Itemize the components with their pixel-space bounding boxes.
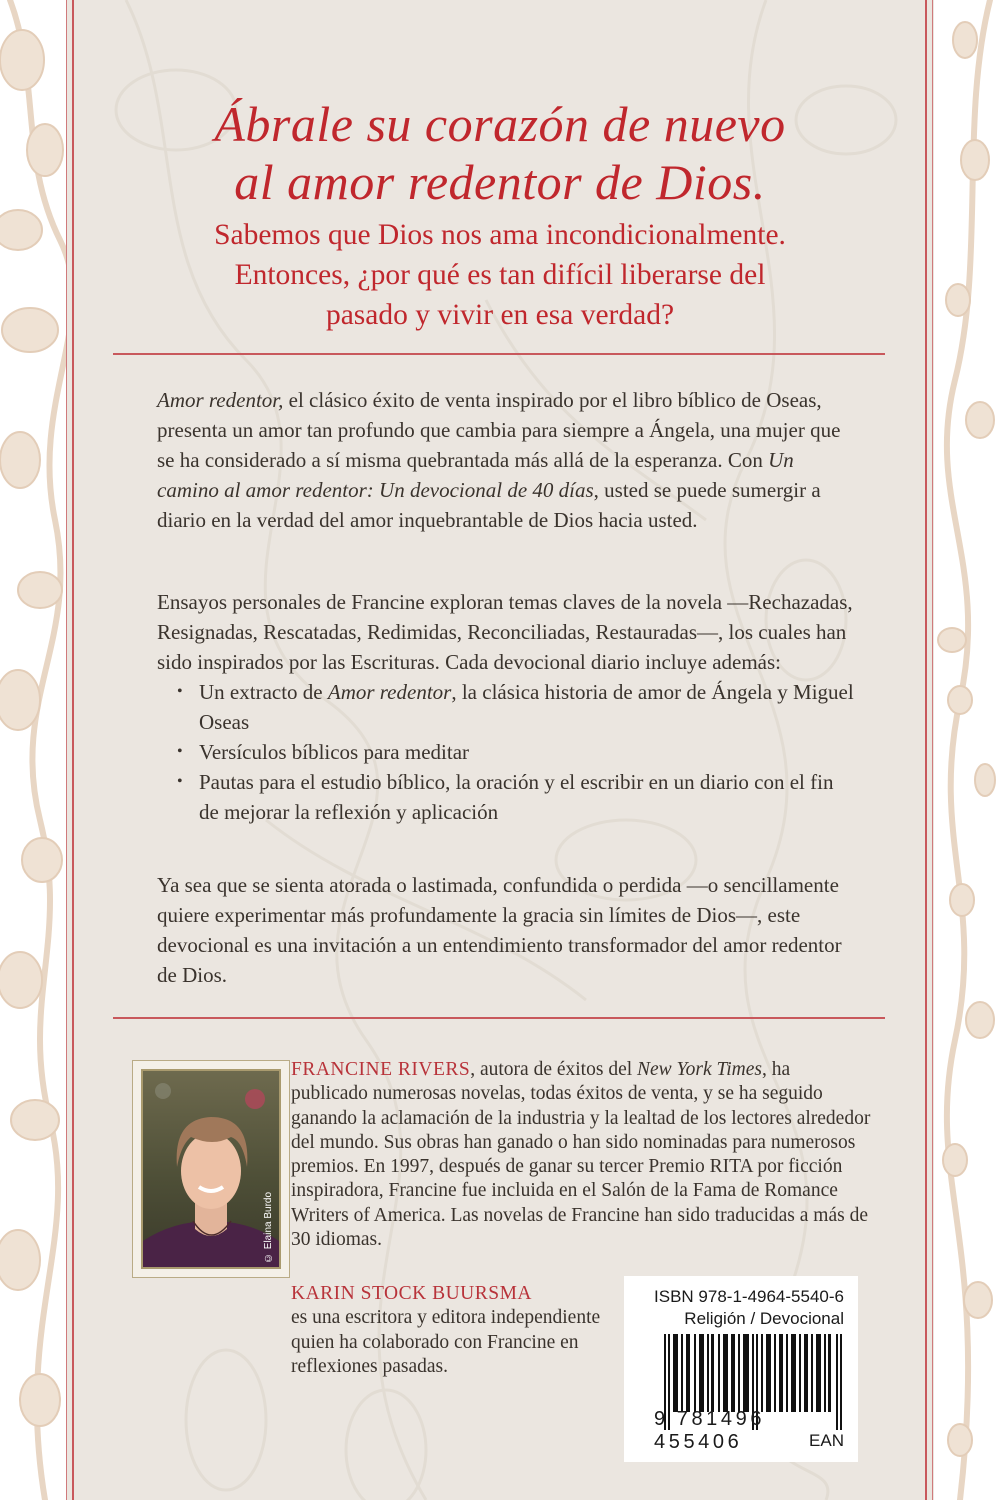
cover-panel xyxy=(66,0,934,1500)
barcode-lead-digit: 9 xyxy=(654,1408,669,1430)
author-photo xyxy=(141,1069,281,1269)
headline-line-1: Ábrale su corazón de nuevo xyxy=(214,96,786,152)
barcode-box xyxy=(624,1276,858,1462)
intro-text-1: el clásico éxito de venta inspirado por el libro bíblico de Oseas, presenta un amor tan profundo que cambia para siempre a Ángela, una mujer que se ha considerado a sí misma quebrantada más allá de la esperanza. Con xyxy=(157,388,841,472)
headline-line-2: al amor redentor de Dios. xyxy=(234,154,766,210)
coauthor-name: KARIN STOCK BUURSMA xyxy=(291,1283,533,1304)
book-category: Religión / Devocional xyxy=(684,1309,844,1328)
subhead-line-1: Sabemos que Dios nos ama incondicionalmente. xyxy=(214,219,786,251)
bullet-text: Pautas para el estudio bíblico, la oración y el escribir en un diario con el fin de mejorar la reflexión y aplicación xyxy=(199,770,834,824)
author-portrait-image xyxy=(143,1071,279,1267)
headline xyxy=(66,95,934,211)
subhead-line-2: Entonces, ¿por qué es tan difícil liberarse del xyxy=(234,259,766,291)
intro-paragraph xyxy=(157,385,857,535)
devotional-title-italic: Un camino al amor redentor: Un devocional de 40 días xyxy=(157,448,794,502)
barcode-left-digits: 781496 xyxy=(676,1408,766,1430)
subhead-line-3: pasado y vivir en esa verdad? xyxy=(325,299,675,331)
feature-list-item xyxy=(171,737,857,767)
author-bio-text-1: , autora de éxitos del xyxy=(470,1059,638,1080)
author-photo-frame xyxy=(132,1060,290,1278)
intro-text-2: , usted se puede sumergir a diario en la verdad del amor inquebrantable de Dios hacia usted. xyxy=(157,478,821,532)
divider-bottom xyxy=(113,1017,885,1019)
bullet-text: Versículos bíblicos para meditar xyxy=(199,740,470,764)
author-bio-text-2: , ha publicado numerosas novelas, todas éxitos de venta, y se ha seguido ganando la aclamación de la industria y la lealtad de los lectores alrededor del mundo. Sus obras han ganado o han sido nominadas para numerosos premios. En 1997, después de ganar su tercer Premio RITA por ficción inspiradora, Francine fue incluida en el Salón de la Fama de Romance Writers of America. Las novelas de Francine han sido traducidas a más de 30 idiomas. xyxy=(291,1059,871,1251)
essays-paragraph: Ensayos personales de Francine exploran temas claves de la novela —Rechazadas, Resignadas, Rescatadas, Redimidas, Reconciliadas, Restauradas—, los cuales han sido inspirados por las Escrituras. Cada devocional diario incluye además: xyxy=(157,590,853,674)
ean-label: EAN xyxy=(809,1431,844,1450)
feature-list-item xyxy=(171,767,857,827)
subheadline xyxy=(66,215,934,335)
photo-credit: © Elaina Burdo xyxy=(263,1191,274,1263)
author-name: FRANCINE RIVERS xyxy=(291,1059,471,1080)
coauthor-bio-text: es una escritora y editora independiente quien ha colaborado con Francine en reflexiones pasadas. xyxy=(291,1307,601,1377)
bullet-text: Un extracto de xyxy=(199,680,328,704)
nyt-italic: New York Times xyxy=(637,1059,762,1080)
coauthor-bio xyxy=(291,1282,611,1379)
feature-list-item xyxy=(171,677,857,737)
book-title-italic: Amor redentor, xyxy=(157,388,284,412)
isbn-block xyxy=(654,1286,844,1330)
isbn-number: ISBN 978-1-4964-5540-6 xyxy=(654,1287,844,1306)
closing-paragraph: Ya sea que se sienta atorada o lastimada, confundida o perdida —o sencillamente quiere experimentar más profundamente la gracia sin límites de Dios—, este devocional es una invitación a un entendimiento transformador del amor redentor de Dios. xyxy=(157,873,842,987)
divider-top xyxy=(113,353,885,355)
barcode-right-digits: 455406 xyxy=(654,1431,743,1453)
feature-list xyxy=(157,677,857,827)
bullet-text-after: , la clásica historia de amor de Ángela y Miguel Oseas xyxy=(199,680,854,734)
author-bio xyxy=(291,1058,871,1252)
essays-section xyxy=(157,587,857,827)
bullet-italic: Amor redentor xyxy=(327,680,452,704)
